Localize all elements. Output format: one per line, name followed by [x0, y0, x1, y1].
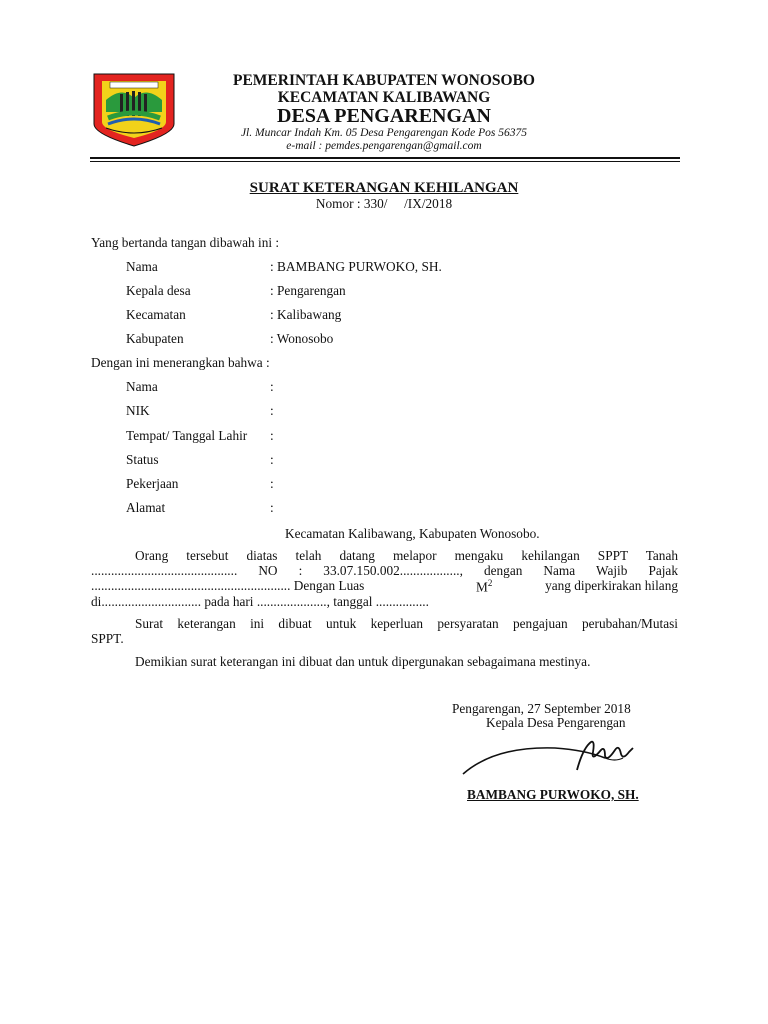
paragraph-1-line-1: Orang tersebut diatas telah datang melapor mengaku kehilangan SPPT Tanah [135, 548, 678, 563]
letter-number: Nomor : 330/ /IX/2018 [315, 196, 453, 211]
signer-name-value: : BAMBANG PURWOKO, SH. [270, 259, 442, 274]
signer-kabupaten-value: : Wonosobo [270, 331, 334, 346]
paragraph-2-line-2: SPPT. [91, 631, 124, 646]
kop-rule-thick [90, 157, 680, 159]
signer-position-label: Kepala desa [126, 283, 191, 298]
paragraph-1-line-4: di.............................. pada hari ....................., tanggal ................ [91, 594, 429, 609]
signature-name: BAMBANG PURWOKO, SH. [467, 787, 639, 802]
subject-birth-label: Tempat/ Tanggal Lahir [126, 428, 248, 443]
subject-birth-value: : [270, 428, 274, 443]
signer-kabupaten-label: Kabupaten [126, 331, 184, 346]
kop-email: e-mail : pemdes.pengarengan@gmail.com [286, 140, 482, 152]
subject-job-value: : [270, 476, 274, 491]
area-unit: M [476, 579, 488, 595]
kop-line-1: PEMERINTAH KABUPATEN WONOSOBO [233, 72, 535, 89]
subject-name-value: : [270, 379, 274, 394]
subject-nik-value: : [270, 403, 274, 418]
kop-rule-thin [90, 161, 680, 162]
subject-status-label: Status [126, 452, 159, 467]
paragraph-1-line-2: ............................................ NO : 33.07.150.002.................., dengan Nama Wajib Pajak [91, 563, 678, 578]
intro-subject: Dengan ini menerangkan bahwa : [91, 355, 270, 370]
subject-address-label: Alamat [126, 500, 166, 515]
kop-line-2: KECAMATAN KALIBAWANG [277, 89, 491, 106]
letter-title: SURAT KETERANGAN KEHILANGAN [249, 180, 519, 196]
signer-position-value: : Pengarengan [270, 283, 346, 298]
paragraph-2-line-1: Surat keterangan ini dibuat untuk keperluan persyaratan pengajuan perubahan/Mutasi [135, 616, 678, 631]
area-unit-exponent: 2 [487, 578, 493, 588]
kop-line-3: DESA PENGARENGAN [277, 105, 491, 127]
subject-address-value: : [270, 500, 274, 515]
kop-address: Jl. Muncar Indah Km. 05 Desa Pengarengan Kode Pos 56375 [240, 127, 528, 139]
signer-name-label: Nama [126, 259, 158, 274]
subject-name-label: Nama [126, 379, 158, 394]
subject-address-line: Kecamatan Kalibawang, Kabupaten Wonosobo. [285, 526, 540, 541]
signer-kecamatan-label: Kecamatan [126, 307, 186, 322]
handwritten-signature [455, 728, 645, 788]
subject-nik-label: NIK [126, 403, 150, 418]
paragraph-1-line-3a: ............................................................ Dengan Luas [91, 578, 365, 593]
intro-signer: Yang bertanda tangan dibawah ini : [91, 235, 280, 250]
paragraph-1-line-3c: yang diperkirakan hilang [545, 578, 678, 593]
paragraph-1-line-3-unit [476, 578, 492, 595]
paragraph-3: Demikian surat keterangan ini dibuat dan untuk dipergunakan sebagaimana mestinya. [135, 654, 591, 669]
signer-kecamatan-value: : Kalibawang [270, 307, 342, 322]
signature-position: Kepala Desa Pengarengan [486, 715, 626, 730]
subject-status-value: : [270, 452, 274, 467]
signature-place-date: Pengarengan, 27 September 2018 [452, 701, 631, 716]
subject-job-label: Pekerjaan [126, 476, 179, 491]
